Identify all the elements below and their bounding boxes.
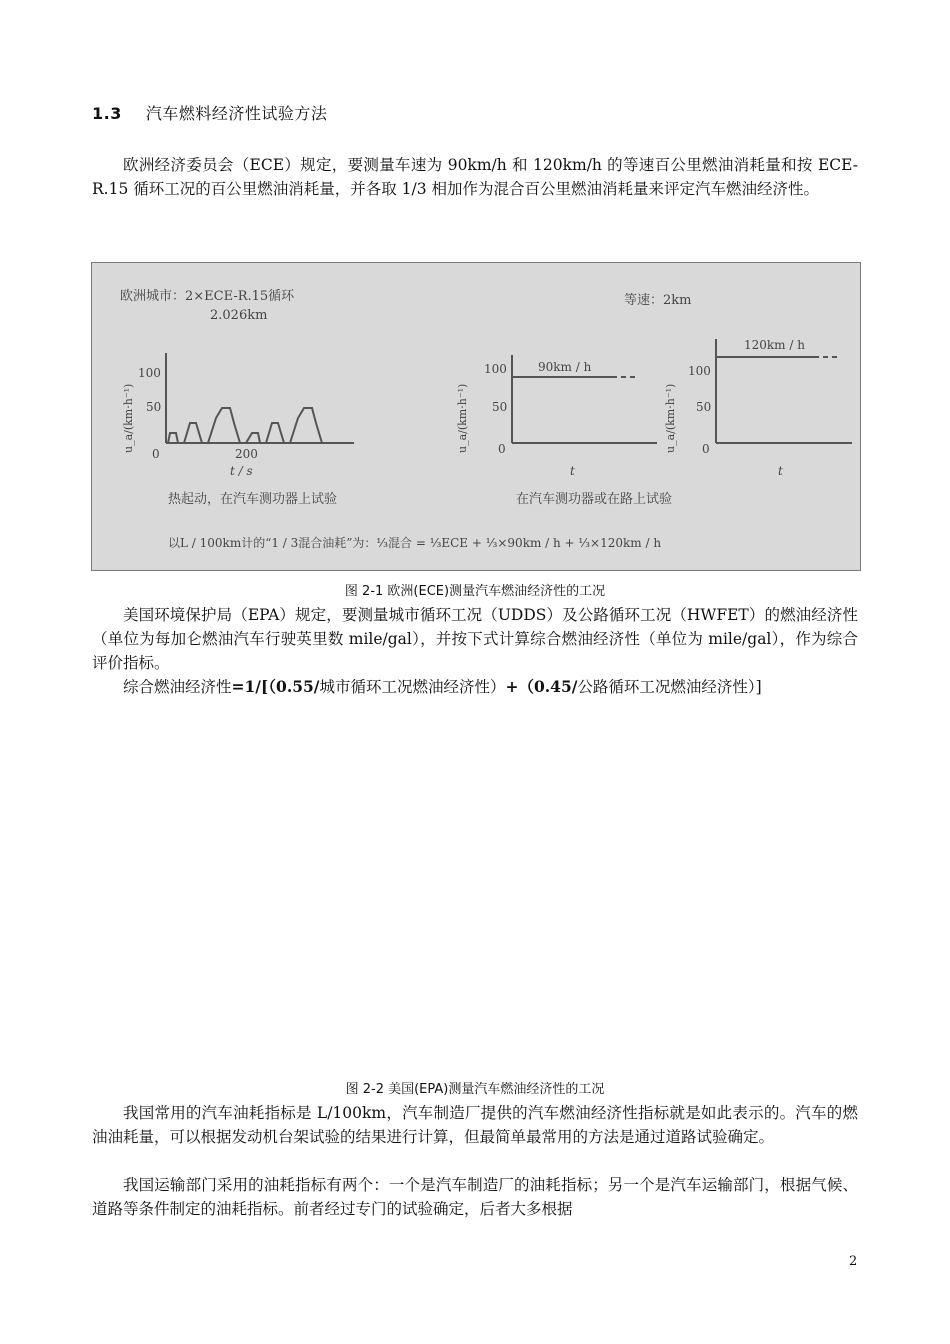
chart3-xlabel: t bbox=[778, 464, 783, 478]
section-number: 1.3 bbox=[92, 104, 122, 123]
formula-part-d: +（ bbox=[505, 677, 534, 696]
figure2-blank-area bbox=[91, 710, 859, 1070]
formula-part-f: 公路循环工况燃油经济性）] bbox=[577, 678, 762, 696]
chart2-tick-0: 0 bbox=[498, 442, 506, 456]
chart3-tick-50: 50 bbox=[696, 400, 712, 414]
label-city-cycle: 欧洲城市：2×ECE-R.15循环 bbox=[120, 289, 295, 304]
chart-ece-cycle bbox=[122, 353, 354, 478]
section-heading bbox=[92, 101, 327, 124]
formula-part-e: 0.45/ bbox=[533, 677, 578, 696]
chart2-tick-100: 100 bbox=[484, 362, 507, 376]
chart2-ylabel: u_a/(km·h⁻¹) bbox=[456, 383, 469, 453]
section-title: 汽车燃料经济性试验方法 bbox=[145, 104, 328, 123]
figure1-caption: 图 2-1 欧洲(ECE)测量汽车燃油经济性的工况 bbox=[344, 584, 606, 599]
chart2-tick-50: 50 bbox=[492, 400, 508, 414]
chart3-speed-label: 120km / h bbox=[744, 338, 805, 352]
chart-120kmh bbox=[664, 338, 852, 478]
chart1-tick-50: 50 bbox=[146, 400, 162, 414]
label-city-distance: 2.026km bbox=[210, 308, 268, 323]
figure-formula: 以L / 100km计的“1 / 3混合油耗”为：⅓混合 = ⅓ECE + ⅓×90km / h + ⅓×120km / h bbox=[168, 536, 662, 550]
figure2-caption: 图 2-2 美国(EPA)测量汽车燃油经济性的工况 bbox=[345, 1082, 605, 1097]
chart1-tick-100: 100 bbox=[138, 366, 161, 380]
paragraph-epa: 美国环境保护局（EPA）规定，要测量城市循环工况（UDDS）及公路循环工况（HWFET）的燃油经济性（单位为每加仑燃油汽车行驶英里数 mile/gal），并按下式计算综合燃油经济性（单位为 mile/gal），作为综合评价指标。 bbox=[92, 606, 858, 672]
figure-ece-svg bbox=[92, 263, 860, 570]
formula-prefix: 综合燃油经济性 bbox=[123, 678, 232, 696]
paragraph-transport-index: 我国运输部门采用的油耗指标有两个：一个是汽车制造厂的油耗指标；另一个是汽车运输部门，根据气候、道路等条件制定的油耗指标。前者经过专门的试验确定，后者大多根据 bbox=[92, 1176, 858, 1218]
formula-part-c: 城市循环工况燃油经济性） bbox=[319, 678, 506, 696]
chart1-ylabel: u_a/(km·h⁻¹) bbox=[122, 383, 135, 453]
chart2-xlabel: t bbox=[570, 464, 575, 478]
chart3-ylabel: u_a/(km·h⁻¹) bbox=[664, 383, 677, 453]
page-number: 2 bbox=[849, 1254, 858, 1269]
note-hot-start: 热起动，在汽车测功器上试验 bbox=[168, 492, 338, 507]
chart1-xlabel: t / s bbox=[230, 464, 253, 478]
chart1-tick-200: 200 bbox=[235, 447, 258, 461]
note-road-test: 在汽车测功器或在路上试验 bbox=[516, 492, 673, 507]
label-constant-speed: 等速：2km bbox=[624, 293, 692, 308]
chart1-cycle-trace bbox=[168, 408, 340, 443]
paragraph-china-index: 我国常用的汽车油耗指标是 L/100km，汽车制造厂提供的汽车燃油经济性指标就是如此表示的。汽车的燃油油耗量，可以根据发动机台架试验的结果进行计算，但最简单最常用的方法是通过道路试验确定。 bbox=[92, 1104, 858, 1146]
paragraph-formula bbox=[92, 675, 858, 699]
chart3-tick-100: 100 bbox=[688, 364, 711, 378]
chart-90kmh bbox=[456, 355, 657, 478]
chart2-speed-label: 90km / h bbox=[538, 360, 592, 374]
formula-part-a: =1/[（ bbox=[231, 677, 277, 696]
figure-ece-cycles bbox=[91, 262, 861, 571]
paragraph-ece: 欧洲经济委员会（ECE）规定，要测量车速为 90km/h 和 120km/h 的等速百公里燃油消耗量和按 ECE-R.15 循环工况的百公里燃油消耗量，并各取 1/3 相加作为混合百公里燃油消耗量来评定汽车燃油经济性。 bbox=[92, 156, 858, 198]
chart3-tick-0: 0 bbox=[702, 442, 710, 456]
formula-part-b: 0.55/ bbox=[276, 677, 320, 696]
chart1-tick-0: 0 bbox=[152, 447, 160, 461]
